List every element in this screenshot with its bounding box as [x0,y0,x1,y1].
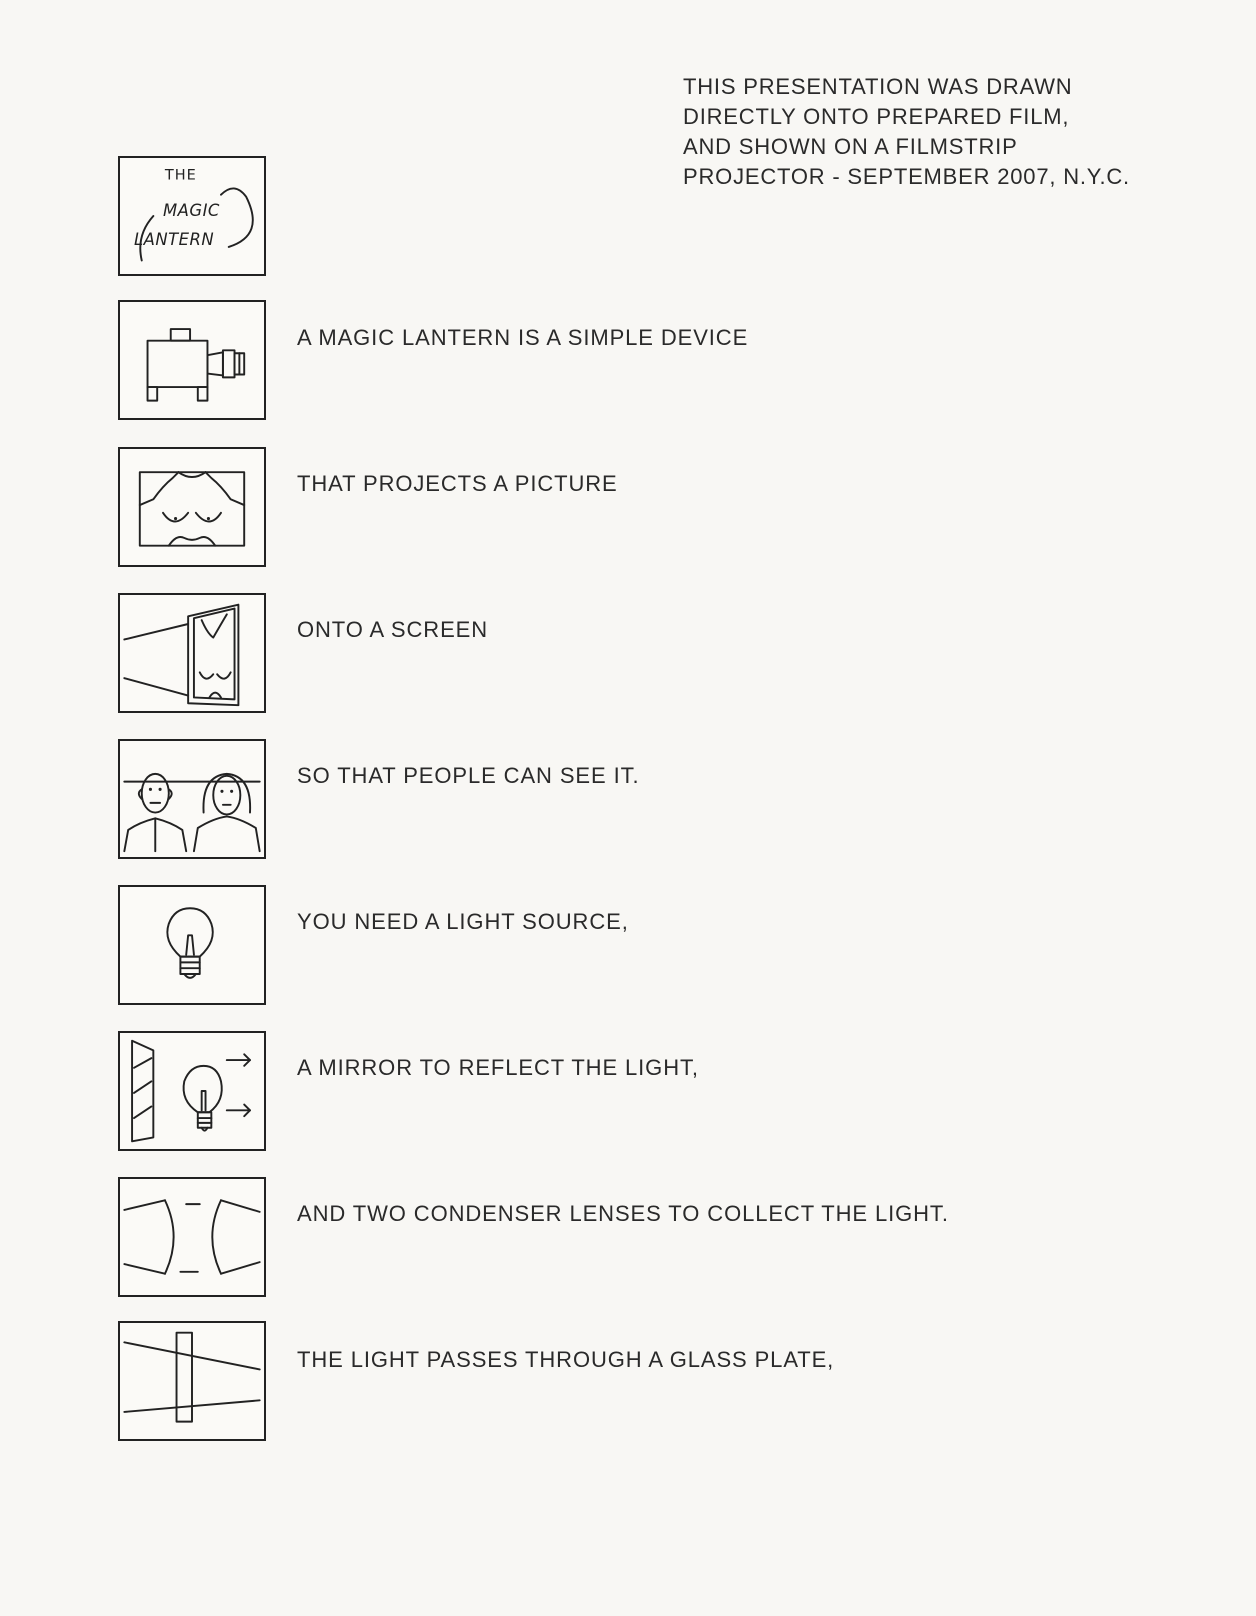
title-swash [221,188,253,247]
title-lantern: LANTERN [134,230,215,249]
title-card-frame [118,156,266,276]
frame-people [118,739,266,859]
title-magic: MAGIC [163,201,220,220]
caption: ONTO A SCREEN [297,617,489,642]
caption: A MIRROR TO REFLECT THE LIGHT, [297,1055,699,1080]
picture-icon [120,449,264,565]
intro-line: PROJECTOR - SEPTEMBER 2007, N.Y.C. [683,164,1130,189]
glass-plate-icon [120,1323,264,1439]
mirror-icon [120,1033,264,1149]
magic-lantern-title-icon [120,158,264,274]
intro-line: THIS PRESENTATION WAS DRAWN [683,74,1073,99]
caption: A MAGIC LANTERN IS A SIMPLE DEVICE [297,325,749,350]
frame-condenser-lenses [118,1177,266,1297]
frame-glass-plate [118,1321,266,1441]
lantern-icon [120,302,264,418]
people-icon [120,741,264,857]
caption: SO THAT PEOPLE CAN SEE IT. [297,763,640,788]
light-bulb-icon [120,887,264,1003]
screen-icon [120,595,264,711]
condenser-lenses-icon [120,1179,264,1295]
intro-note [683,72,1203,192]
frame-lantern [118,300,266,420]
caption: YOU NEED A LIGHT SOURCE, [297,909,629,934]
frame-light-source [118,885,266,1005]
frame-mirror [118,1031,266,1151]
frame-picture [118,447,266,567]
caption: THAT PROJECTS A PICTURE [297,471,618,496]
caption: AND TWO CONDENSER LENSES TO COLLECT THE LIGHT. [297,1201,949,1226]
intro-line: AND SHOWN ON A FILMSTRIP [683,134,1018,159]
frame-screen [118,593,266,713]
title-the: THE [164,167,197,184]
intro-line: DIRECTLY ONTO PREPARED FILM, [683,104,1070,129]
caption: THE LIGHT PASSES THROUGH A GLASS PLATE, [297,1347,835,1372]
